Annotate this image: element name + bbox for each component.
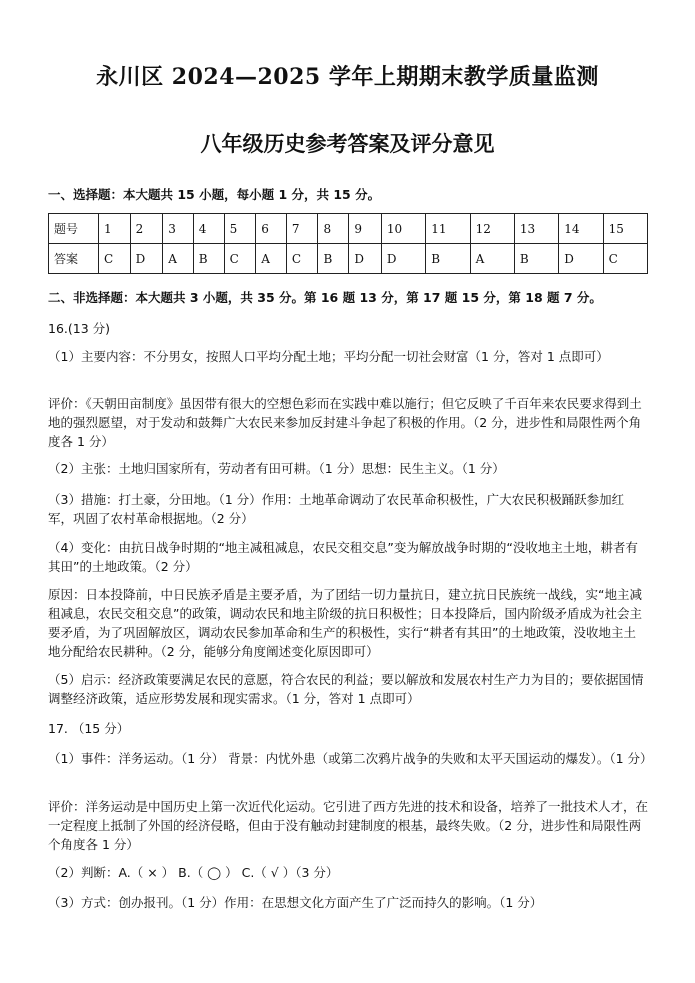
table-cell: 4	[193, 214, 224, 244]
table-cell: 1	[99, 214, 131, 244]
table-cell: D	[381, 244, 425, 274]
table-cell: B	[318, 244, 349, 274]
table-cell: C	[603, 244, 647, 274]
q17-part1: （1）事件：洋务运动。（1 分） 背景：内忧外患（或第二次鸦片战争的失败和太平天国运动的爆发）。（1 分）	[48, 751, 653, 766]
table-cell: 14	[559, 214, 603, 244]
q17-part3: （3）方式：创办报刊。（1 分）作用：在思想文化方面产生了广泛而持久的影响。（1 分）	[48, 895, 543, 910]
table-cell: 5	[224, 214, 256, 244]
table-cell: C	[286, 244, 318, 274]
table-cell: 11	[426, 214, 470, 244]
table-cell: A	[470, 244, 514, 274]
q16-evaluation: 评价：《天朝田亩制度》虽因带有很大的空想色彩而在实践中难以施行；但它反映了千百年来农民要求得到土地的强烈愿望，对于发动和鼓舞广大农民来参加反封建斗争起了积极的作用。（2 分，进步性和局限性两个角度各 1 分）	[48, 396, 642, 449]
table-cell: 9	[349, 214, 382, 244]
q16-part4: （4）变化：由抗日战争时期的“地主减租减息，农民交租交息”变为解放战争时期的“没收地主土地，耕者有其田”的土地政策。（2 分）	[48, 540, 638, 574]
table-cell: C	[224, 244, 256, 274]
table-cell: 6	[256, 214, 287, 244]
section2-heading: 二、非选择题：本大题共 3 小题，共 35 分。第 16 题 13 分，第 17 题 15 分，第 18 题 7 分。	[48, 290, 602, 305]
section1-heading: 一、选择题：本大题共 15 小题，每小题 1 分，共 15 分。	[48, 187, 381, 202]
table-cell: B	[193, 244, 224, 274]
q16-reason: 原因：日本投降前，中日民族矛盾是主要矛盾，为了团结一切力量抗日，建立抗日民族统一战线，实“地主减租减息，农民交租交息”的政策，调动农民和地主阶级的抗日积极性；日本投降后，国内阶级矛盾成为社会主要矛盾，为了巩固解放区，调动农民参加革命和生产的积极性，实行“耕者有其田”的土地政策，没收地主土地分配给农民耕种。（2 分，能够分角度阐述变化原因即可）	[48, 587, 642, 659]
table-cell: C	[99, 244, 131, 274]
table-cell: 7	[286, 214, 318, 244]
table-cell: B	[514, 244, 558, 274]
table-cell: D	[349, 244, 382, 274]
table-cell: A	[163, 244, 194, 274]
table-cell: 8	[318, 214, 349, 244]
row-label-answer: 答案	[49, 244, 99, 274]
q16-part5: （5）启示：经济政策要满足农民的意愿，符合农民的利益；要以解放和发展农村生产力为目的；要依据国情调整经济政策，适应形势发展和现实需求。（1 分，答对 1 点即可）	[48, 672, 644, 706]
table-cell: B	[426, 244, 470, 274]
document-title: 永川区 2024—2025 学年上期期末教学质量监测	[96, 64, 599, 90]
table-cell: 15	[603, 214, 647, 244]
table-cell: D	[559, 244, 603, 274]
q17-title: 17. （15 分）	[48, 721, 130, 736]
table-cell: 10	[381, 214, 425, 244]
table-cell: 13	[514, 214, 558, 244]
q16-part3: （3）措施：打土豪，分田地。（1 分）作用：土地革命调动了农民革命积极性，广大农民积极踊跃参加红军，巩固了农村革命根据地。（2 分）	[48, 492, 625, 526]
row-label-number: 题号	[49, 214, 99, 244]
table-cell: A	[256, 244, 287, 274]
q17-evaluation: 评价：洋务运动是中国历史上第一次近代化运动。它引进了西方先进的技术和设备，培养了一批技术人才，在一定程度上抵制了外国的经济侵略，但由于没有触动封建制度的根基，最终失败。（2 分，进步性和局限性两个角度各 1 分）	[48, 799, 649, 852]
table-cell: D	[130, 244, 163, 274]
q17-part2: （2）判断：A.（ × ） B.（ ◯ ） C.（ √ ）（3 分）	[48, 865, 339, 880]
document-subtitle: 八年级历史参考答案及评分意见	[200, 131, 495, 156]
answer-table	[48, 213, 648, 274]
table-cell: 12	[470, 214, 514, 244]
q16-title: 16.(13 分)	[48, 321, 111, 336]
table-cell: 2	[130, 214, 163, 244]
q16-part2: （2）主张：土地归国家所有，劳动者有田可耕。（1 分）思想：民生主义。（1 分）	[48, 461, 505, 476]
q16-part1: （1）主要内容：不分男女，按照人口平均分配土地；平均分配一切社会财富（1 分，答对 1 点即可）	[48, 349, 609, 364]
table-row-numbers	[49, 214, 648, 244]
table-cell: 3	[163, 214, 194, 244]
table-row-answers	[49, 244, 648, 274]
